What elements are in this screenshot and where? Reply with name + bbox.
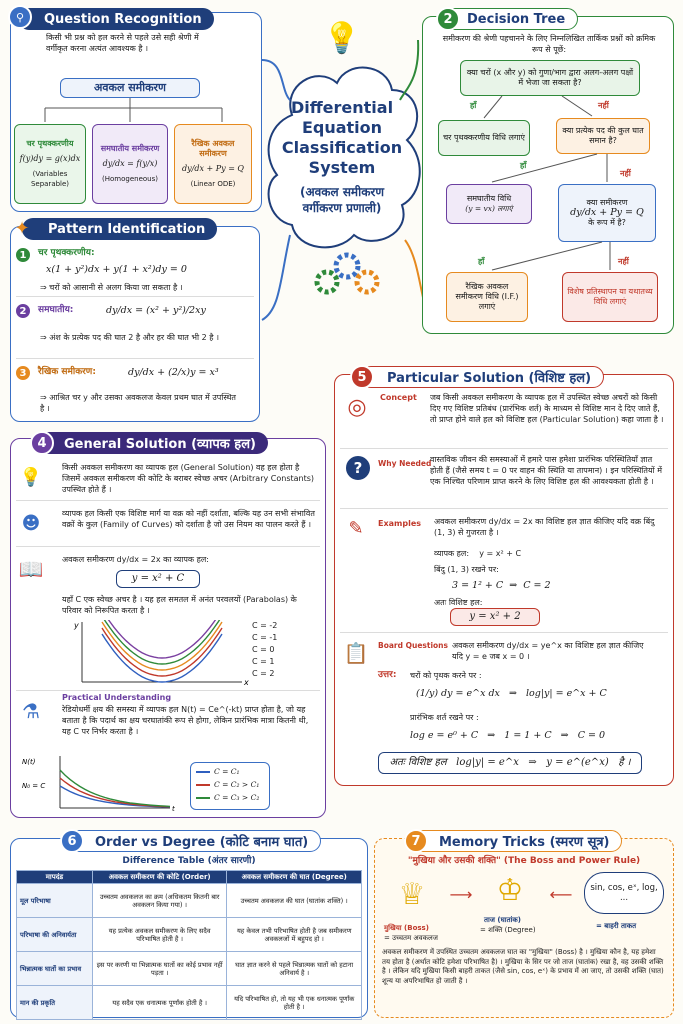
- legend-entry: [196, 780, 259, 789]
- section-6-title: Order vs Degree (कोटि बनाम घात): [95, 835, 309, 850]
- section-7-title: Memory Tricks (स्मरण सूत्र): [439, 835, 610, 850]
- s7-crown2: = शक्ति (Degree): [480, 926, 536, 934]
- section-5-badge: 5: [350, 365, 374, 389]
- table-header: अवकल समीकरण की घात (Degree): [227, 871, 362, 884]
- s5-concept: जब किसी अवकल समीकरण के व्यापक हल में उपस्थित स्वेच्छ अचरों को किसी दिए गए विशिष्ट प्रतिबंध (प्रारंभिक शर्त) के माध्यम से विशिष्ट मान दे दिए जाते हैं, तो प्राप्त होने वाले हल को विशिष्ट हल (Particular Solution) कहा जाता है ।: [430, 393, 664, 424]
- magnifier-icon: ⚲: [8, 5, 32, 29]
- s2-a4: विशेष प्रतिस्थापन या यथातथ्य विधि लगाएं: [562, 272, 658, 322]
- divider: [340, 448, 668, 449]
- s6-table-title: Difference Table (अंतर सारणी): [122, 856, 256, 866]
- s2-yes-2: हाँ: [520, 161, 527, 170]
- s5-ex6: y = x² + 2: [450, 608, 540, 626]
- s1-intro: किसी भी प्रश्न को हल करने से पहले उसे सही श्रेणी में वर्गीकृत करना अत्यंत आवश्यक है ।: [46, 33, 199, 53]
- s5-why-label: Why Needed: [378, 459, 432, 468]
- arrow-right-icon: ⟶: [449, 884, 473, 904]
- s1-type-name: रैखिक अवकल समीकरण: [191, 139, 235, 158]
- s5-ex1: अवकल समीकरण dy/dx = 2x का विशिष्ट हल ज्ञात कीजिए यदि वक्र बिंदु (1, 3) से गुजरता है ।: [434, 517, 655, 537]
- s4-p4-title: Practical Understanding: [62, 693, 172, 702]
- legend-label: C = C₃ > C₂: [214, 793, 260, 802]
- s4-p1: किसी अवकल समीकरण का व्यापक हल (General Solution) वह हल होता है जिसमें अवकल समीकरण की कोटि के बराबर स्वेच्छ अचर (Arbitrary Constants) उपस्थित होते हैं ।: [62, 463, 315, 494]
- s2-q3-eq: dy/dx + Py = Q: [570, 207, 644, 218]
- section-1-title: Question Recognition: [44, 11, 202, 27]
- order-degree-table: [16, 870, 362, 1020]
- s5-ex-label: Examples: [378, 519, 422, 528]
- s2-intro: समीकरण की श्रेणी पहचानने के लिए निम्नलिखित तार्किक प्रश्नों को क्रमिक रूप से पूछें:: [442, 34, 656, 54]
- s7-cloud: sin, cos, eˣ, log, ...: [584, 872, 664, 914]
- table-cell: उच्चतम अवकलज का क्रम (अधिकतम कितनी बार अवकलन किया गया) ।: [92, 884, 227, 918]
- s5-why: वास्तविक जीवन की समस्याओं में हमारे पास हमेशा प्रारंभिक परिस्थितियाँ ज्ञात होती हैं (जैसे समय t = 0 पर वाहन की स्थिति या तापमान) । इन परिस्थितियों में एक निश्चित परिणाम प्राप्त करने के लिए विशिष्ट हल की आवश्यकता होती है ।: [430, 455, 662, 486]
- table-row: [17, 884, 362, 918]
- s5-ex5: अतः विशिष्ट हल:: [434, 598, 483, 607]
- s2-no-1: नहीं: [598, 101, 609, 110]
- s1-root: अवकल समीकरण: [60, 78, 200, 98]
- s1-type-eq: f(y)dy = g(x)dx: [19, 154, 81, 163]
- curve-label: C = -2: [252, 621, 278, 630]
- s7-rule: "मुखिया और उसकी शक्ति" (The Boss and Power Rule): [407, 856, 641, 866]
- crown-icon: ♔: [496, 872, 524, 908]
- lightbulb-icon: 💡: [323, 20, 361, 56]
- divider: [340, 508, 668, 509]
- s7-crown: ताज (घातांक): [484, 916, 521, 924]
- center-title-line: Differential: [290, 98, 394, 117]
- axis-label-t: t: [172, 805, 175, 813]
- table-header: अवकल समीकरण की कोटि (Order): [92, 871, 227, 884]
- s3-item-3-note: ⇒ आश्रित चर y और उसका अवकलज केवल प्रथम घात में उपस्थित है ।: [40, 393, 236, 413]
- s4-p3b: यहाँ C एक स्वेच्छ अचर है । यह हल समतल में अनंत परवलयों (Parabolas) के परिवार को निरूपित करता है ।: [62, 595, 297, 615]
- s1-type-name: चर पृथक्करणीय: [26, 139, 74, 148]
- s4-p3a: अवकल समीकरण dy/dx = 2x का व्यापक हल:: [62, 555, 209, 564]
- s5-ex3: बिंदु (1, 3) रखने पर:: [434, 565, 499, 574]
- divider: [340, 632, 668, 633]
- s7-power: = बाहरी ताकत: [596, 922, 637, 930]
- s1-type-eq: dy/dx + Py = Q: [181, 164, 244, 173]
- legend-label: C = C₁: [214, 767, 240, 776]
- divider: [16, 296, 254, 297]
- s4-p2: व्यापक हल किसी एक विशिष्ट मार्ग या वक्र को नहीं दर्शाता, बल्कि यह उन सभी संभावित वक्रों के कुल (Family of Curves) को दर्शाता है जो उस नियम का पालन करते हैं ।: [62, 509, 315, 529]
- table-cell: इस पर करणी या भिन्नात्मक घातों का कोई प्रभाव नहीं पड़ता ।: [92, 952, 227, 986]
- table-cell: भिन्नात्मक घातों का प्रभाव: [17, 952, 93, 986]
- flask-icon: ⚗: [22, 699, 40, 723]
- section-4-header: [38, 432, 268, 454]
- section-6-badge: 6: [60, 829, 84, 853]
- section-7-header: [412, 830, 622, 852]
- s5-bq4: प्रारंभिक शर्त रखने पर :: [410, 713, 479, 722]
- s2-tree-arrows: [422, 96, 674, 276]
- s3-item-1-label: चर पृथक्करणीय:: [38, 248, 95, 258]
- curve-label: C = 1: [252, 657, 275, 666]
- decay-curve: [60, 778, 170, 807]
- s1-type-en: (Variables Separable): [30, 170, 70, 188]
- s7-body: अवकल समीकरण में उपस्थित उच्चतम अवकलज घात का "मुखिया" (Boss) है । मुखिया कौन है, यह हमेशा तय होता है (अर्थात कोटि हमेशा परिभाषित है) । मुखिया के सिर पर जो ताज (घातांक) रखा है, वह उसकी शक्ति है । लेकिन यदि मुखिया किसी बाहरी ताकत (जैसे sin, cos, eˣ) के प्रभाव में आ जाए, तो उसकी शक्ति (घात) शून्य या अपरिभाषित हो जाती है ।: [382, 948, 664, 985]
- table-cell: यह सदैव एक धनात्मक पूर्णांक होती है ।: [92, 986, 227, 1020]
- legend-swatch: [196, 797, 210, 799]
- table-cell: घात ज्ञात करने से पहले भिन्नात्मक घातों को हटाना अनिवार्य है ।: [227, 952, 362, 986]
- n0-label: N₀ = C: [22, 782, 46, 790]
- s5-ex2: व्यापक हल: y = x² + C: [434, 549, 522, 558]
- s2-q3-c: के रूप में है?: [588, 218, 626, 227]
- s2-a3: रैखिक अवकल समीकरण विधि (I.F.) लगाएं: [446, 272, 528, 322]
- section-5-header: [360, 366, 604, 388]
- divider: [16, 500, 320, 501]
- center-title-line: Equation: [301, 118, 383, 137]
- table-cell: उच्चतम अवकलज की घात (घातांक शक्ति) ।: [227, 884, 362, 918]
- legend-entry: [196, 767, 240, 776]
- book-icon: 📖: [18, 557, 44, 581]
- table-row: [17, 986, 362, 1020]
- section-4-title: General Solution (व्यापक हल): [64, 437, 256, 452]
- decay-chart: [22, 752, 182, 814]
- divider: [16, 546, 320, 547]
- axis-label-y: N(t): [22, 758, 36, 766]
- s3-item-2-badge: 2: [14, 302, 32, 320]
- s5-answer-label: उत्तर:: [378, 670, 397, 680]
- s2-yes-3: हाँ: [478, 257, 485, 266]
- pencil-icon: ✎: [348, 517, 364, 539]
- center-title-line: Classification: [281, 138, 403, 157]
- section-6-header: [68, 830, 321, 852]
- curve-label: C = 2: [252, 669, 275, 678]
- s5-bq2: चरों को पृथक करने पर :: [410, 671, 482, 680]
- s5-bq6: अतः विशिष्ट हल log|y| = e^x ⇒ y = e^(e^x) है ।: [378, 752, 642, 774]
- curve-label: C = -1: [252, 633, 278, 642]
- axis-label-x: x: [244, 678, 249, 687]
- section-3-title: Pattern Identification: [48, 221, 206, 237]
- s3-item-3-badge: 3: [14, 364, 32, 382]
- s4-p3-eq: y = x² + C: [116, 570, 200, 588]
- people-icon: ☻: [21, 512, 41, 534]
- table-cell: यह प्रत्येक अवकल समीकरण के लिए सदैव परिभाषित होती है ।: [92, 918, 227, 952]
- s3-item-3-label: रैखिक समीकरण:: [38, 367, 96, 377]
- target-icon: ◎: [347, 394, 367, 420]
- s2-yes-1: हाँ: [470, 101, 477, 110]
- s4-p4: रेडियोधर्मी क्षय की समस्या में व्यापक हल N(t) = Ce^(-kt) प्राप्त होता है, जो यह बताता है कि पदार्थ का क्षय चरघातांकी रूप से होगा, लेकिन प्रारंभिक मात्रा कितनी थी, यह C पर निर्भर करता है ।: [62, 705, 309, 736]
- s3-item-2-label: समघातीय:: [38, 305, 74, 315]
- table-cell: परिभाषा की अनिवार्यता: [17, 918, 93, 952]
- s2-no-2: नहीं: [620, 169, 631, 178]
- s7-boss: मुखिया (Boss): [384, 924, 429, 932]
- divider: [16, 358, 254, 359]
- s2-a1: चर पृथक्करणीय विधि लगाएं: [438, 120, 530, 156]
- section-3-header: [22, 218, 217, 240]
- section-2-badge: 2: [436, 7, 460, 31]
- table-cell: मान की प्रकृति: [17, 986, 93, 1020]
- s2-a2-label: समघातीय विधि: [466, 194, 512, 203]
- question-icon: ?: [344, 454, 372, 482]
- section-7-badge: 7: [404, 829, 428, 853]
- parabola-curve: [102, 622, 222, 670]
- table-row: [17, 952, 362, 986]
- s1-type-name: समघातीय समीकरण: [100, 144, 160, 153]
- s5-bq1: अवकल समीकरण dy/dx = ye^x का विशिष्ट हल ज्ञात कीजिए यदि y = e जब x = 0 ।: [452, 641, 644, 661]
- center-title-line: System: [308, 158, 376, 177]
- decay-curve: [60, 770, 170, 806]
- clipboard-icon: 📋: [343, 641, 369, 665]
- bulb-icon: 💡: [19, 466, 43, 488]
- curve-label: C = 0: [252, 645, 275, 654]
- puzzle-icon: ✦: [14, 217, 30, 239]
- axis-label-y: y: [74, 621, 79, 630]
- table-header: मापदंड: [17, 871, 93, 884]
- s5-bq3: (1/y) dy = e^x dx ⇒ log|y| = e^x + C: [416, 688, 607, 699]
- center-subtitle-line: वर्गीकरण प्रणाली): [302, 201, 382, 215]
- s1-type-eq: dy/dx = f(y/x): [102, 159, 158, 168]
- s2-q2: क्या प्रत्येक पद की कुल घात समान है?: [556, 118, 650, 154]
- table-cell: यह केवल तभी परिभाषित होती है जब समीकरण अवकलजों में बहुपद हो ।: [227, 918, 362, 952]
- s3-item-1-eq: x(1 + y²)dx + y(1 + x²)dy = 0: [46, 264, 187, 275]
- s5-ex4: 3 = 1² + C ⇒ C = 2: [452, 580, 551, 591]
- s2-q1: क्या चरों (x और y) को गुणा/भाग द्वारा अलग-अलग पक्षों में भेजा जा सकता है?: [460, 60, 640, 96]
- legend-label: C = C₂ > C₁: [214, 780, 260, 789]
- divider: [16, 690, 320, 691]
- table-cell: यदि परिभाषित हो, तो यह भी एक धनात्मक पूर्णांक होती है ।: [227, 986, 362, 1020]
- section-2-header: [440, 8, 578, 30]
- arrow-left-icon: ⟵: [549, 884, 573, 904]
- s2-a2-eq: (y = vx) लगाएं: [465, 204, 513, 213]
- s3-item-1-badge: 1: [14, 246, 32, 264]
- table-row: [17, 918, 362, 952]
- legend-swatch: [196, 784, 210, 786]
- s3-item-2-eq: dy/dx = (x² + y²)/2xy: [106, 305, 206, 316]
- section-2-title: Decision Tree: [467, 11, 566, 27]
- s1-type-en: (Linear ODE): [190, 180, 236, 188]
- s5-bq5: log e = e⁰ + C ⇒ 1 = 1 + C ⇒ C = 0: [410, 730, 606, 741]
- legend-swatch: [196, 771, 210, 773]
- s1-type-en: (Homogeneous): [102, 175, 158, 183]
- center-subtitle-line: (अवकल समीकरण: [299, 185, 385, 199]
- s7-boss2: = उच्चतम अवकलज: [384, 934, 438, 942]
- section-4-badge: 4: [30, 431, 54, 455]
- s2-no-3: नहीं: [618, 257, 629, 266]
- s3-item-1-note: ⇒ चरों को आसानी से अलग किया जा सकता है ।: [40, 283, 183, 292]
- s5-bq-label: Board Questions: [378, 641, 448, 650]
- section-5-title: Particular Solution (विशिष्ट हल): [387, 371, 592, 386]
- legend-entry: [196, 793, 259, 802]
- s2-q3-a: क्या समीकरण: [586, 198, 628, 207]
- s3-item-3-eq: dy/dx + (2/x)y = x³: [128, 367, 219, 378]
- boss-icon: ♕: [398, 876, 426, 912]
- parabola-family-chart: [72, 620, 312, 692]
- s3-item-2-note: ⇒ अंश के प्रत्येक पद की घात 2 है और हर की घात भी 2 है ।: [40, 333, 220, 342]
- table-cell: मूल परिभाषा: [17, 884, 93, 918]
- s5-concept-label: Concept: [380, 393, 417, 402]
